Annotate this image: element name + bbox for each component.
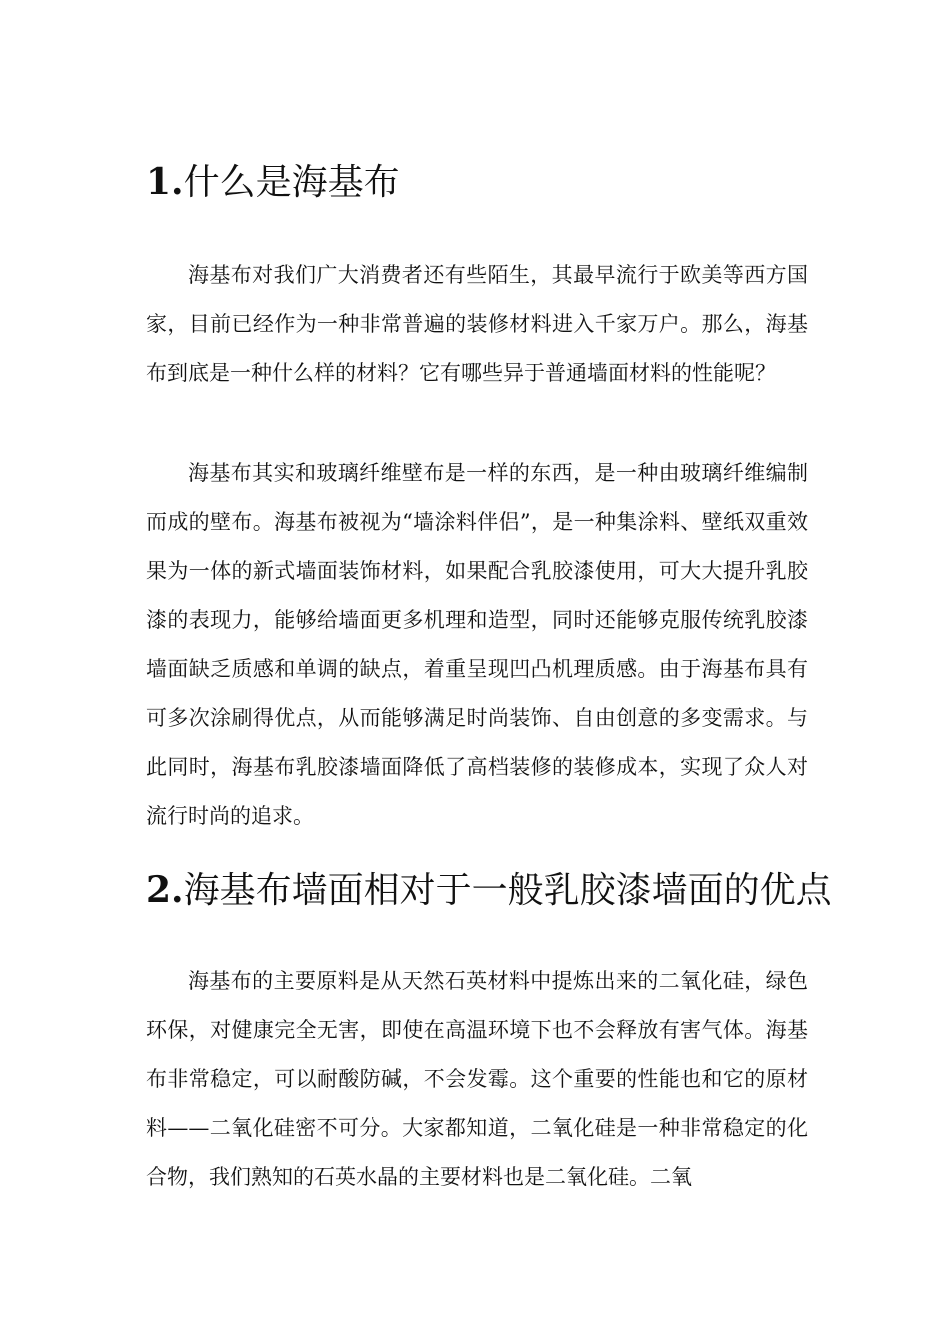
section-1-number: 1.	[146, 161, 184, 203]
section-2-number: 2.	[146, 869, 184, 911]
section-1-title: 什么是海基布	[183, 162, 400, 203]
section-1-paragraph-2: 海基布其实和玻璃纤维壁布是一样的东西，是一种由玻璃纤维编制而成的壁布。海基布被视为“墙涂料伴侣”，是一种集涂料、壁纸双重效果为一体的新式墙面装饰材料，如果配合乳胶漆使用，可大大提升乳胶漆的表现力，能够给墙面更多机理和造型，同时还能够克服传统乳胶漆墙面缺乏质感和单调的缺点，着重呈现凹凸机理质感。由于海基布具有可多次涂刷得优点，从而能够满足时尚装饰、自由创意的多变需求。与此同时，海基布乳胶漆墙面降低了高档装修的装修成本，实现了众人对流行时尚的追求。	[146, 461, 808, 828]
section-2-heading	[146, 868, 832, 913]
section-2-paragraph-1: 海基布的主要原料是从天然石英材料中提炼出来的二氧化硅，绿色环保，对健康完全无害，即使在高温环境下也不会释放有害气体。海基布非常稳定，可以耐酸防碱，不会发霉。这个重要的性能也和它的原材料——二氧化硅密不可分。大家都知道，二氧化硅是一种非常稳定的化合物，我们熟知的石英水晶的主要材料也是二氧化硅。二氧	[146, 969, 808, 1189]
section-1-paragraph-1: 海基布对我们广大消费者还有些陌生，其最早流行于欧美等西方国家，目前已经作为一种非常普遍的装修材料进入千家万户。那么，海基布到底是一种什么样的材料？它有哪些异于普通墙面材料的性能呢？	[146, 263, 808, 385]
section-2-title: 海基布墙面相对于一般乳胶漆墙面的优点	[183, 870, 832, 911]
section-1-heading	[146, 160, 400, 205]
